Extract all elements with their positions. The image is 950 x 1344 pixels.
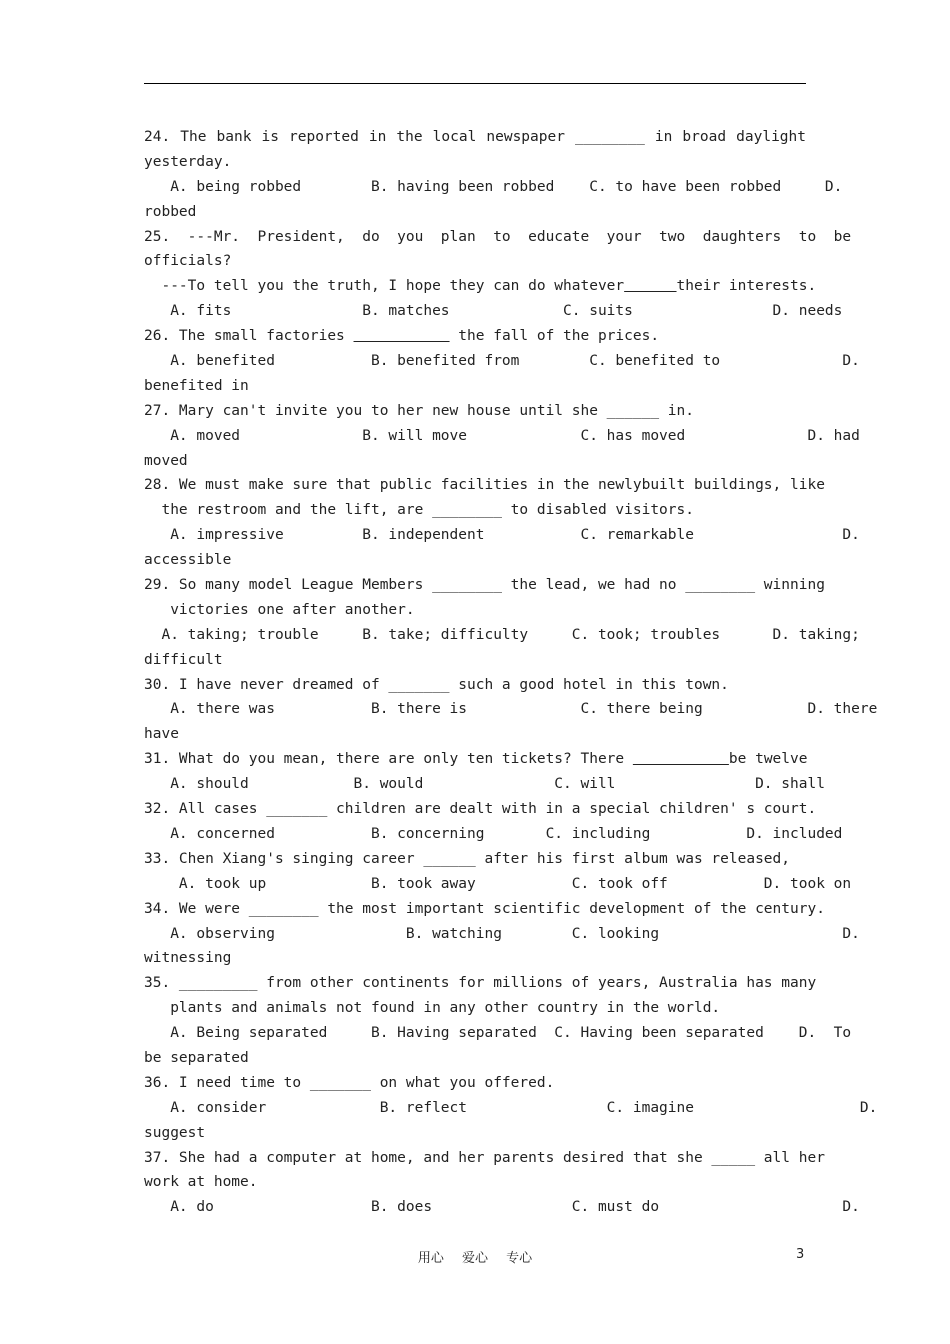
question-37: 37. She had a computer at home, and her parents desired that she _____ all her — [144, 1149, 825, 1166]
question-text: plants and animals not found in any other country in the world. — [144, 1000, 721, 1017]
answer-options: A. do B. does C. must do D. — [144, 1199, 860, 1216]
answer-options: witnessing — [144, 950, 232, 967]
header-rule — [144, 83, 806, 84]
answer-options: accessible — [144, 552, 232, 569]
question-26: 26. The small factories the fall of the prices. — [144, 328, 660, 345]
question-30: 30. I have never dreamed of _______ such a good hotel in this town. — [144, 676, 729, 693]
answer-options: difficult — [144, 651, 223, 668]
footer-motto: 用心 爱心 专心 — [417, 1251, 533, 1266]
answer-options: A. consider B. reflect C. imagine D. — [144, 1099, 878, 1116]
question-25: 25. ---Mr. President, do you plan to educate your two daughters to be — [144, 228, 852, 245]
answer-options: suggest — [144, 1124, 206, 1141]
question-text: work at home. — [144, 1174, 258, 1191]
answer-options: A. taking; trouble B. take; difficulty C. took; troubles D. taking; — [144, 626, 860, 643]
answer-options: A. there was B. there is C. there being D. there — [144, 701, 878, 718]
answer-options: A. observing B. watching C. looking D. — [144, 925, 860, 942]
question-text: the restroom and the lift, are ________ to disabled visitors. — [144, 502, 694, 519]
question-31: 31. What do you mean, there are only ten tickets? There be twelve — [144, 751, 808, 768]
answer-options: A. being robbed B. having been robbed C. to have been robbed D. — [144, 178, 843, 195]
question-35: 35. _________ from other continents for millions of years, Australia has many — [144, 975, 817, 992]
question-text: victories one after another. — [144, 601, 415, 618]
question-27: 27. Mary can't invite you to her new house until she ______ in. — [144, 402, 694, 419]
answer-blank — [624, 278, 676, 294]
answer-options: A. fits B. matches C. suits D. needs — [144, 303, 843, 320]
answer-options: A. should B. would C. will D. shall — [144, 776, 825, 793]
question-34: 34. We were ________ the most important scientific development of the century. — [144, 900, 825, 917]
page-footer — [0, 1247, 950, 1269]
answer-options: A. benefited B. benefited from C. benefited to D. — [144, 353, 860, 370]
answer-blank — [354, 328, 450, 344]
question-text: officials? — [144, 253, 232, 270]
question-36: 36. I need time to _______ on what you offered. — [144, 1074, 555, 1091]
question-29: 29. So many model League Members ________ the lead, we had no ________ winning — [144, 577, 825, 594]
answer-options: be separated — [144, 1049, 249, 1066]
answer-options: robbed — [144, 203, 197, 220]
answer-blank — [633, 751, 729, 767]
question-text: ---To tell you the truth, I hope they can do whatever their interests. — [144, 278, 817, 295]
question-24: 24. The bank is reported in the local newspaper ________ in broad daylight — [144, 129, 806, 145]
answer-options: A. concerned B. concerning C. including D. included — [144, 825, 843, 842]
answer-options: have — [144, 726, 179, 743]
answer-options: benefited in — [144, 377, 249, 394]
answer-options: A. took up B. took away C. took off D. took on — [144, 875, 852, 892]
answer-options: A. impressive B. independent C. remarkable D. — [144, 527, 860, 544]
question-text: yesterday. — [144, 153, 232, 170]
answer-options: A. Being separated B. Having separated C. Having been separated D. To — [144, 1025, 852, 1042]
question-32: 32. All cases _______ children are dealt with in a special children' s court. — [144, 801, 817, 818]
question-28: 28. We must make sure that public facilities in the newlybuilt buildings, like — [144, 477, 825, 494]
question-33: 33. Chen Xiang's singing career ______ after his first album was released, — [144, 850, 791, 867]
exercise-body — [144, 125, 878, 1220]
answer-options: A. moved B. will move C. has moved D. had — [144, 427, 860, 444]
answer-options: moved — [144, 452, 188, 469]
page-number: 3 — [796, 1247, 805, 1262]
